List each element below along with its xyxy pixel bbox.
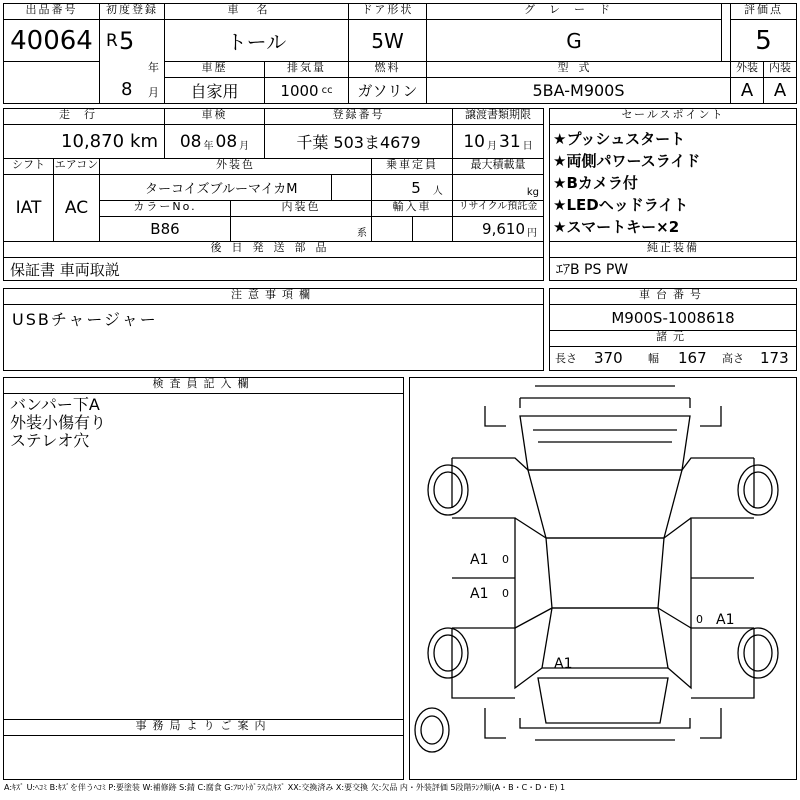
capacity-unit: 人 — [432, 186, 443, 197]
import-box-2 — [412, 216, 453, 242]
era: R — [106, 31, 118, 51]
import-label: 輸入車 — [371, 200, 453, 217]
shift-label: シフト — [3, 158, 54, 175]
lot-blank — [3, 61, 100, 104]
color-extra — [331, 174, 372, 201]
transfer-box — [452, 124, 544, 159]
grade: G — [426, 19, 722, 62]
ext-grade: A — [730, 77, 764, 104]
sales-item: ★LEDヘッドライト — [553, 196, 689, 214]
fuel: ガソリン — [348, 77, 427, 104]
reg-month: 8 — [121, 79, 133, 100]
int-grade-label: 内装 — [763, 61, 797, 78]
insp-month-unit: 月 — [239, 141, 250, 152]
interior-color-box — [230, 216, 372, 242]
car-diagram — [409, 377, 797, 780]
capacity-label: 乗車定員 — [371, 158, 453, 175]
height-label: 高さ — [722, 352, 744, 365]
first-reg-label: 初度登録 — [99, 3, 165, 20]
length-label: 長さ — [555, 352, 577, 365]
legend: A:ｷｽﾞ U:ﾍｺﾐ B:ｷｽﾞを伴うﾍｺﾐ P:要塗装 W:補修跡 S:錆 C:腐食 G:ﾌﾛﾝﾄｶﾞﾗｽ点ｷｽﾞ XX:交換済み X:要交換 欠:欠品 内・外装評価 5段階ﾗﾝｸ順(A・B・C・D・E) 1 — [4, 783, 566, 792]
insp-year-unit: 年 — [203, 141, 214, 152]
load-label: 最大積載量 — [452, 158, 544, 175]
load-box — [452, 174, 544, 201]
damage-mark: A1 — [470, 586, 489, 602]
int-grade: A — [763, 77, 797, 104]
month-unit: 月 — [148, 86, 159, 99]
equipment-label: 純正装備 — [549, 241, 797, 258]
displacement: 1000 — [280, 81, 319, 100]
history-label: 車歴 — [164, 61, 265, 78]
inspector-line: 外装小傷有り — [10, 413, 107, 432]
office-label: 事務局よりご案内 — [3, 719, 404, 736]
doors-label: ドア形状 — [348, 3, 427, 20]
displacement-label: 排気量 — [264, 61, 349, 78]
sales-item: ★両側パワースライド — [553, 152, 701, 170]
dims-label: 諸元 — [549, 330, 797, 347]
damage-mark: A1 — [470, 552, 489, 568]
diagram-zero: 0 — [502, 587, 509, 600]
transfer-month: 10 — [463, 131, 485, 152]
color: ターコイズブルーマイカM — [99, 174, 332, 201]
color-label: 外装色 — [99, 158, 372, 175]
diagram-zero: 0 — [696, 613, 703, 626]
car-name-label: 車名 — [164, 3, 349, 20]
sales-item: ★スマートキー×2 — [553, 218, 680, 236]
equipment: ｴｱB PS PW — [549, 257, 797, 281]
later-parts-label: 後日発送部品 — [3, 241, 544, 258]
inspector-line: ステレオ穴 — [10, 431, 90, 450]
damage-mark: A1 — [716, 612, 735, 628]
model-label: 型式 — [426, 61, 731, 78]
score-label: 評価点 — [730, 3, 797, 20]
recycle-unit: 円 — [527, 227, 537, 239]
damage-mark: A1 — [554, 656, 573, 672]
interior-color-unit: 系 — [357, 228, 367, 239]
insp-year: 08 — [179, 131, 202, 152]
ac: AC — [53, 174, 100, 242]
load-unit: kg — [526, 187, 539, 198]
caution-label: 注意事項欄 — [3, 288, 544, 305]
insp-month: 08 — [215, 131, 238, 152]
recycle-label: リサイクル預託金 — [452, 200, 544, 217]
plate: 千葉 503ま4679 — [264, 124, 453, 159]
reg-year: 5 — [119, 27, 135, 55]
width-label: 幅 — [648, 352, 659, 365]
inspection-label: 車検 — [164, 108, 265, 125]
transfer-month-unit: 月 — [487, 141, 497, 152]
recycle: 9,610 — [482, 220, 525, 238]
inspector-box — [3, 393, 404, 720]
chassis-label: 車台番号 — [549, 288, 797, 305]
displacement-unit: cc — [321, 85, 333, 96]
model: 5BA-M900S — [426, 77, 731, 104]
car-outline-svg — [410, 378, 796, 779]
sales-box — [549, 124, 797, 242]
caution-text: USBチャージャー — [12, 310, 158, 329]
displacement-box — [264, 77, 349, 104]
recycle-box — [452, 216, 544, 242]
diagram-zero: 0 — [502, 553, 509, 566]
lot-label: 出品番号 — [3, 3, 100, 20]
score-gap — [721, 3, 731, 63]
inspection-box — [164, 124, 265, 159]
score: 5 — [730, 19, 797, 62]
office-box — [3, 735, 404, 780]
lot-number: 40064 — [3, 19, 100, 62]
chassis: M900S-1008618 — [549, 304, 797, 331]
sales-item: ★Bカメラ付 — [553, 174, 638, 192]
transfer-day-unit: 日 — [522, 141, 533, 152]
doors: 5W — [348, 19, 427, 62]
inspector-line: バンパー下A — [10, 395, 100, 414]
mileage-label: 走行 — [3, 108, 165, 125]
length: 370 — [594, 349, 623, 367]
transfer-day: 31 — [499, 131, 521, 152]
plate-label: 登録番号 — [264, 108, 453, 125]
mileage-box — [3, 124, 165, 159]
caution-box — [3, 304, 544, 371]
sales-item: ★プッシュスタート — [553, 130, 686, 148]
capacity: 5 — [411, 178, 421, 197]
shift: IAT — [3, 174, 54, 242]
year-unit: 年 — [148, 61, 159, 74]
capacity-box — [371, 174, 453, 201]
import-box — [371, 216, 413, 242]
inspector-label: 検査員記入欄 — [3, 377, 404, 394]
car-name: トール — [164, 19, 349, 62]
fuel-label: 燃料 — [348, 61, 427, 78]
interior-color-label: 内装色 — [230, 200, 372, 217]
width: 167 — [678, 349, 707, 367]
ac-label: エアコン — [53, 158, 100, 175]
ext-grade-label: 外装 — [730, 61, 764, 78]
history: 自家用 — [164, 77, 265, 104]
dims-box — [549, 346, 797, 371]
mileage: 10,870 — [61, 131, 125, 152]
sales-label: セールスポイント — [549, 108, 797, 125]
transfer-label: 譲渡書類期限 — [452, 108, 544, 125]
mileage-unit: km — [130, 131, 158, 152]
color-no: B86 — [99, 216, 231, 242]
later-parts: 保証書 車両取説 — [3, 257, 544, 281]
height: 173 — [760, 349, 789, 367]
grade-label: グレード — [426, 3, 722, 20]
color-no-label: カラーNo. — [99, 200, 231, 217]
